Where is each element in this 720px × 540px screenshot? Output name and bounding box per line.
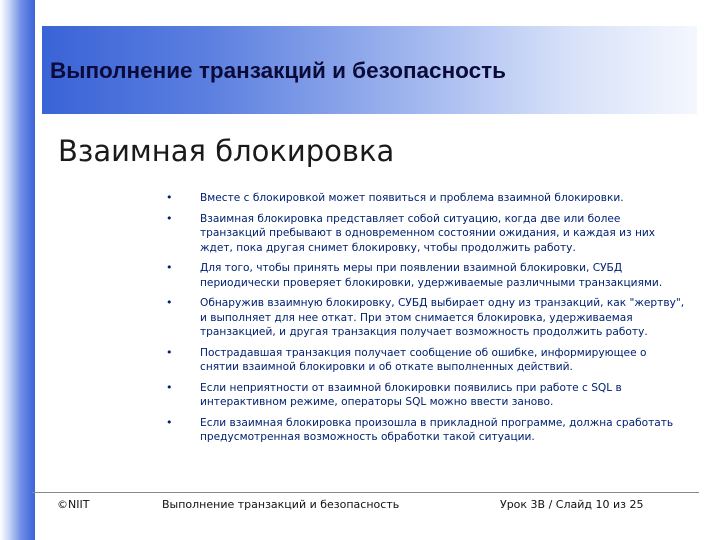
left-decorative-stripe [0,0,35,540]
bullet-dot-icon: • [166,380,173,394]
bullet-item [165,381,685,410]
bullet-text: Для того, чтобы принять меры при появлении взаимной блокировки, СУБД периодически проверяет блокировки, удерживаемые различными транзакциями. [200,262,663,289]
bullet-item [165,296,685,340]
bullet-item [165,416,685,445]
bullet-item [165,261,685,290]
bullet-text: Вместе с блокировкой может появиться и проблема взаимной блокировки. [200,192,624,204]
footer-course-title: Выполнение транзакций и безопасность [162,498,400,511]
bullet-dot-icon: • [166,345,173,359]
bullet-item [165,346,685,375]
bullet-dot-icon: • [166,211,173,225]
bullet-text: Обнаружив взаимную блокировку, СУБД выбирает одну из транзакций, как "жертву", и выполняет для нее откат. При этом снимается блокировка, удерживаемая транзакцией, и другая транзакция получает возможность продолжить работу. [200,297,685,338]
bullet-text: Взаимная блокировка представляет собой ситуацию, когда две или более транзакций пребывают в одновременном состоянии ожидания, и каждая из них ждет, пока другая снимет блокировку, чтобы продолжить работу. [200,212,656,254]
bullet-item [165,191,685,206]
bullet-text: Если взаимная блокировка произошла в прикладной программе, должна сработать предусмотренная возможность обработки такой ситуации. [200,416,674,443]
slide-heading: Взаимная блокировка [58,134,395,168]
bullet-item [165,212,685,256]
footer-divider [32,492,699,493]
footer-copyright: ©NIIT [57,498,90,511]
bullet-dot-icon: • [166,415,173,429]
header-title: Выполнение транзакций и безопасность [50,58,506,83]
bullet-text: Пострадавшая транзакция получает сообщение об ошибке, информирующее о снятии взаимной блокировки и об откате выполненных действий. [200,346,647,373]
footer-slide-number: Урок 3В / Слайд 10 из 25 [500,498,644,511]
bullet-text: Если неприятности от взаимной блокировки появились при работе с SQL в интерактивном режиме, операторы SQL можно ввести заново. [200,381,622,408]
bullet-dot-icon: • [166,261,173,274]
bullet-dot-icon: • [166,191,173,204]
bullet-list [165,191,685,451]
bullet-dot-icon: • [166,296,173,309]
